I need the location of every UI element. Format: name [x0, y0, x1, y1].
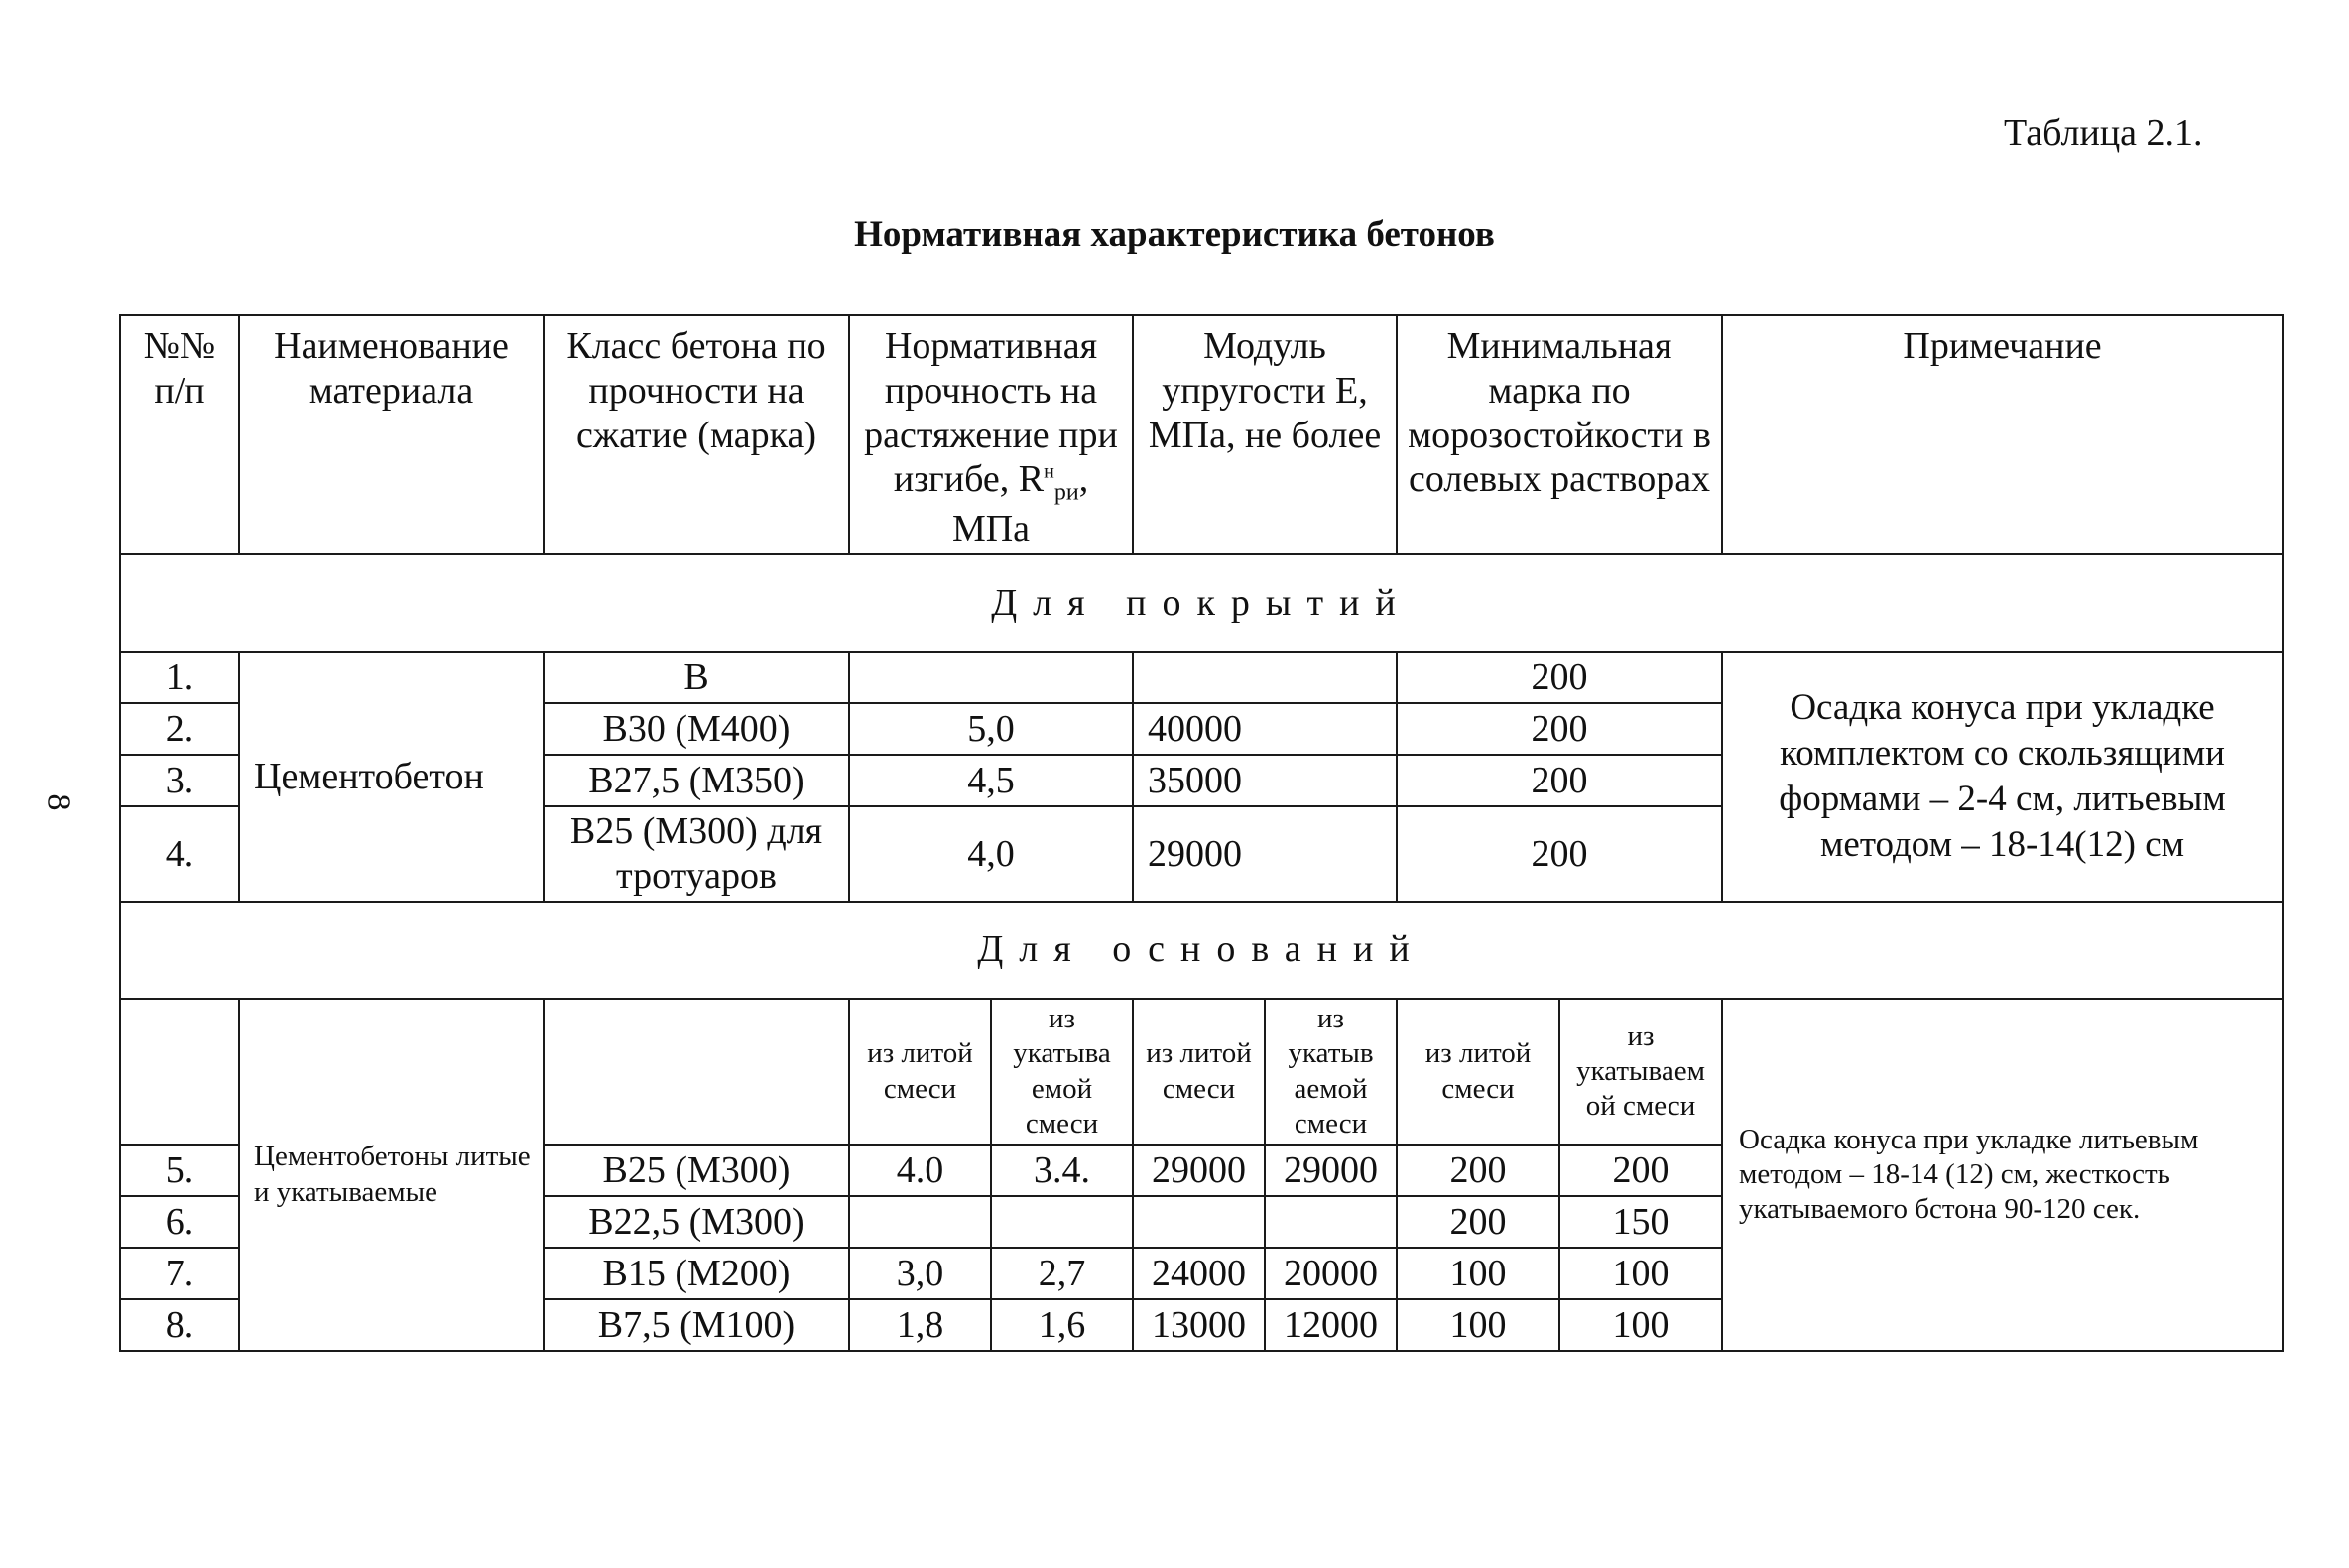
header-note: Примечание	[1722, 315, 2283, 554]
header-row	[120, 315, 2283, 554]
subheader-frost-cast: из литой смеси	[1397, 999, 1559, 1146]
section-row-coatings	[120, 554, 2283, 652]
strength-rolled-cell: 3.4.	[991, 1145, 1133, 1196]
frost-rolled-cell: 100	[1559, 1248, 1722, 1299]
strength-cast-cell	[849, 1196, 991, 1248]
modulus-cell: 40000	[1133, 703, 1397, 755]
document-title	[0, 213, 2349, 256]
class-cell: В7,5 (М100)	[544, 1299, 849, 1351]
table-caption: Таблица 2.1.	[2004, 112, 2203, 154]
strength-cell	[849, 652, 1133, 703]
frost-cell: 200	[1397, 652, 1722, 703]
header-modulus: Модуль упругости Е, МПа, не более	[1133, 315, 1397, 554]
header-strength-sup: н	[1044, 460, 1054, 483]
class-cell: В25 (М300) для тротуаров	[544, 806, 849, 902]
page-number: 8	[40, 793, 77, 811]
frost-cast-cell: 200	[1397, 1196, 1559, 1248]
section-bases-title: Для оснований	[120, 902, 2283, 999]
modulus-rolled-cell: 12000	[1265, 1299, 1397, 1351]
subheader-modulus-rolled: из укатыв аемой смеси	[1265, 999, 1397, 1146]
header-strength	[849, 315, 1133, 554]
class-cell: В15 (М200)	[544, 1248, 849, 1299]
header-class: Класс бетона по прочности на сжатие (марка)	[544, 315, 849, 554]
row-num: 3.	[120, 755, 239, 806]
modulus-cast-cell: 29000	[1133, 1145, 1265, 1196]
modulus-cell: 35000	[1133, 755, 1397, 806]
row-num: 5.	[120, 1145, 239, 1196]
modulus-cast-cell: 24000	[1133, 1248, 1265, 1299]
subheader-row	[120, 999, 2283, 1146]
class-cell: В30 (М400)	[544, 703, 849, 755]
row-num: 8.	[120, 1299, 239, 1351]
row-num: 6.	[120, 1196, 239, 1248]
header-frost: Минимальная марка по морозостойкости в солевых растворах	[1397, 315, 1722, 554]
class-cell: В25 (М300)	[544, 1145, 849, 1196]
frost-cast-cell: 100	[1397, 1299, 1559, 1351]
frost-rolled-cell: 100	[1559, 1299, 1722, 1351]
document-title-text: Нормативная характеристика бетонов	[854, 214, 1495, 255]
frost-cell: 200	[1397, 806, 1722, 902]
modulus-rolled-cell: 20000	[1265, 1248, 1397, 1299]
concrete-characteristics-table	[119, 314, 2284, 1352]
note-cell: Осадка конуса при укладке комплектом со скользящими формами – 2-4 см, литьевым методом – 18-14(12) см	[1722, 652, 2283, 902]
subheader-modulus-cast: из литой смеси	[1133, 999, 1265, 1146]
modulus-rolled-cell: 29000	[1265, 1145, 1397, 1196]
row-num: 4.	[120, 806, 239, 902]
strength-cell: 4,0	[849, 806, 1133, 902]
frost-cell: 200	[1397, 755, 1722, 806]
subheader-strength-rolled: из укатыва емой смеси	[991, 999, 1133, 1146]
modulus-cell: 29000	[1133, 806, 1397, 902]
frost-rolled-cell: 150	[1559, 1196, 1722, 1248]
subheader-empty-class	[544, 999, 849, 1146]
strength-cast-cell: 3,0	[849, 1248, 991, 1299]
subheader-strength-cast: из литой смеси	[849, 999, 991, 1146]
modulus-rolled-cell	[1265, 1196, 1397, 1248]
header-material: Наименование материала	[239, 315, 544, 554]
header-strength-sub: ри	[1053, 480, 1079, 507]
strength-rolled-cell: 2,7	[991, 1248, 1133, 1299]
strength-rolled-cell: 1,6	[991, 1299, 1133, 1351]
section-row-bases	[120, 902, 2283, 999]
subheader-frost-rolled: из укатываем ой смеси	[1559, 999, 1722, 1146]
strength-cast-cell: 1,8	[849, 1299, 991, 1351]
frost-cell: 200	[1397, 703, 1722, 755]
strength-cell: 5,0	[849, 703, 1133, 755]
modulus-cast-cell	[1133, 1196, 1265, 1248]
modulus-cast-cell: 13000	[1133, 1299, 1265, 1351]
table-row	[120, 652, 2283, 703]
subheader-empty-num	[120, 999, 239, 1146]
strength-cast-cell: 4.0	[849, 1145, 991, 1196]
header-strength-text: Нормативная прочность на растяжение при изгибе,	[864, 325, 1118, 501]
strength-rolled-cell	[991, 1196, 1133, 1248]
strength-cell: 4,5	[849, 755, 1133, 806]
header-num: №№ п/п	[120, 315, 239, 554]
row-num: 1.	[120, 652, 239, 703]
header-strength-unit: , МПа	[951, 458, 1089, 550]
section-coatings-title: Для покрытий	[120, 554, 2283, 652]
material-cell: Цементобетоны литые и укатываемые	[239, 999, 544, 1352]
row-num: 7.	[120, 1248, 239, 1299]
note-cell: Осадка конуса при укладке литьевым методом – 18-14 (12) см, жесткость укатываемого бстона 90-120 сек.	[1722, 999, 2283, 1352]
material-cell: Цементобетон	[239, 652, 544, 902]
class-cell: В27,5 (М350)	[544, 755, 849, 806]
class-cell: В	[544, 652, 849, 703]
frost-cast-cell: 200	[1397, 1145, 1559, 1196]
row-num: 2.	[120, 703, 239, 755]
header-strength-symbol: R	[1018, 458, 1045, 501]
class-cell: В22,5 (М300)	[544, 1196, 849, 1248]
frost-cast-cell: 100	[1397, 1248, 1559, 1299]
frost-rolled-cell: 200	[1559, 1145, 1722, 1196]
modulus-cell	[1133, 652, 1397, 703]
